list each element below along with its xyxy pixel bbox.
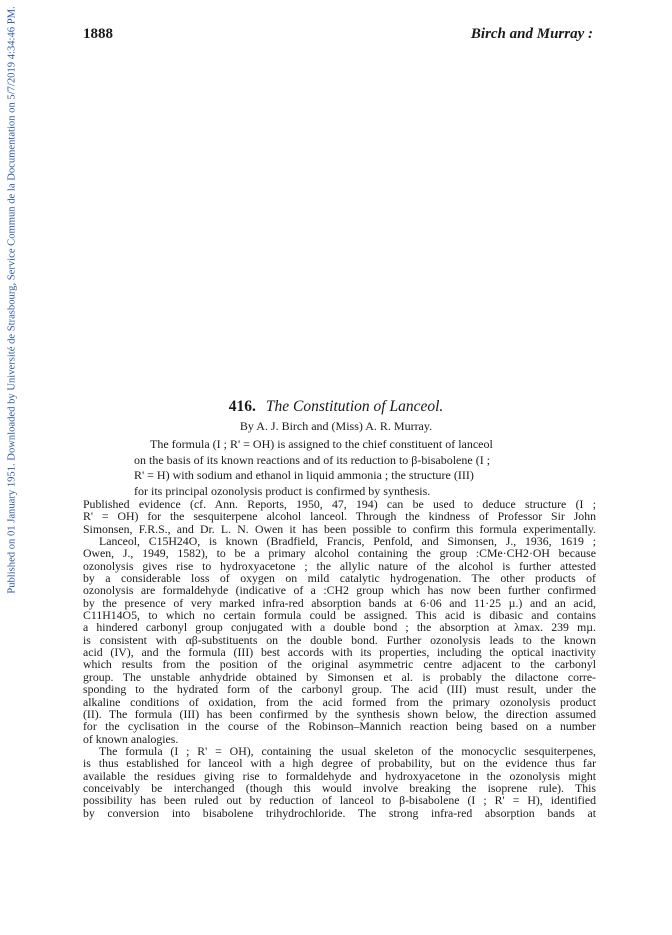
body-line: is consistent with αβ-substituents on the double bond. Further ozonolysis leads to the known — [83, 632, 596, 647]
abstract-line: The formula (I ; R' = OH) is assigned to the chief constituent of lanceol — [150, 437, 493, 451]
body-line: Published evidence (cf. Ann. Reports, 1950, 47, 194) can be used to deduce structure (I ; — [83, 497, 596, 511]
article-title-text: The Constitution of Lanceol. — [265, 398, 444, 415]
body-line: Owen, J., 1949, 1582), to be a primary alcohol containing the group :CMe·CH2·OH because — [83, 546, 596, 561]
running-head: Birch and Murray : — [470, 26, 593, 42]
body-line: possibility has been ruled out by reduction of lanceol to β-bisabolene (I ; R' = H), identified — [83, 793, 596, 808]
body-line: alkaline conditions of oxidation, from the acid formed from the primary ozonolysis product — [83, 694, 596, 709]
body-line: ozonolysis are formaldehyde (indicative of a :CH2 group which has now been further confirmed — [83, 583, 596, 598]
body-line: group. The unstable anhydride obtained by Simonsen et al. is probably the dilactone corre- — [83, 669, 596, 684]
body-line: which results from the position of the original asymmetric centre adjacent to the carbonyl — [83, 657, 596, 672]
body-text — [83, 498, 596, 819]
body-line: by conversion into bisabolene trihydrochloride. The strong infra-red absorption bands at — [83, 805, 596, 820]
page-number: 1888 — [83, 26, 113, 42]
body-line: The formula (I ; R' = OH), containing the usual skeleton of the monocyclic sesquiterpenes, — [99, 743, 596, 758]
body-line: (II). The formula (III) has been confirmed by the synthesis shown below, the direction assumed — [83, 706, 596, 721]
body-line: C11H14O5, to which no certain formula could be assigned. This acid is dibasic and contains — [83, 608, 596, 623]
body-line: sponding to the hydrated form of the carbonyl group. The acid (III) must result, under the — [83, 682, 596, 697]
article-title — [0, 398, 672, 416]
body-line: is thus established for lanceol with a high degree of probability, but on the evidence thus far — [83, 756, 596, 771]
body-line: acid (IV), and the formula (III) best accords with its properties, including the optical inactivity — [83, 645, 596, 660]
author-byline: By A. J. Birch and (Miss) A. R. Murray. — [239, 419, 433, 433]
abstract — [134, 437, 538, 499]
body-line: by the presence of very marked infra-red absorption bands at 6·06 and 11·25 µ.) and an acid, — [83, 595, 596, 610]
body-line: a hindered carbonyl group conjugated with a double bond ; the absorption at λmax. 239 mµ. — [83, 620, 596, 635]
abstract-line: R' = H) with sodium and ethanol in liquid ammonia ; the structure (III) — [134, 468, 474, 482]
body-line: by a considerable loss of oxygen on mild catalytic hydrogenation. The other products of — [83, 571, 596, 586]
abstract-line: for its principal ozonolysis product is confirmed by synthesis. — [134, 483, 431, 498]
body-line: for the cyclisation in the course of the Robinson–Mannich reaction being based on a number — [83, 719, 596, 734]
body-line: ozonolysis gives rise to hydroxyacetone ; the allylic nature of the alcohol is further attested — [83, 558, 596, 573]
body-line: available the residues giving rise to formaldehyde and hydroxyacetone in the ozonolysis might — [83, 768, 596, 783]
body-line: R' = OH) for the sesquiterpene alcohol lanceol. Through the kindness of Professor Sir John — [83, 509, 596, 524]
download-notice — [4, 6, 20, 594]
body-line: of known analogies. — [83, 731, 179, 746]
download-notice-text: Published on 01 January 1951. Downloaded by Université de Strasbourg, Service Commun de la Documentation on 5/7/2019 4:34:46 PM. — [6, 6, 18, 594]
article-number: 416. — [228, 398, 256, 415]
body-line: Simonsen, F.R.S., and Dr. L. N. Owen it has been possible to confirm this formula experimentally. — [83, 521, 596, 536]
body-line: Lanceol, C15H24O, is known (Bradfield, Francis, Penfold, and Simonsen, J., 1936, 1619 ; — [99, 534, 596, 549]
body-line: conceivably be interchanged (though this would involve breaking the isoprene rule). This — [83, 780, 596, 795]
abstract-line: on the basis of its known reactions and of its reduction to β-bisabolene (I ; — [134, 452, 491, 467]
